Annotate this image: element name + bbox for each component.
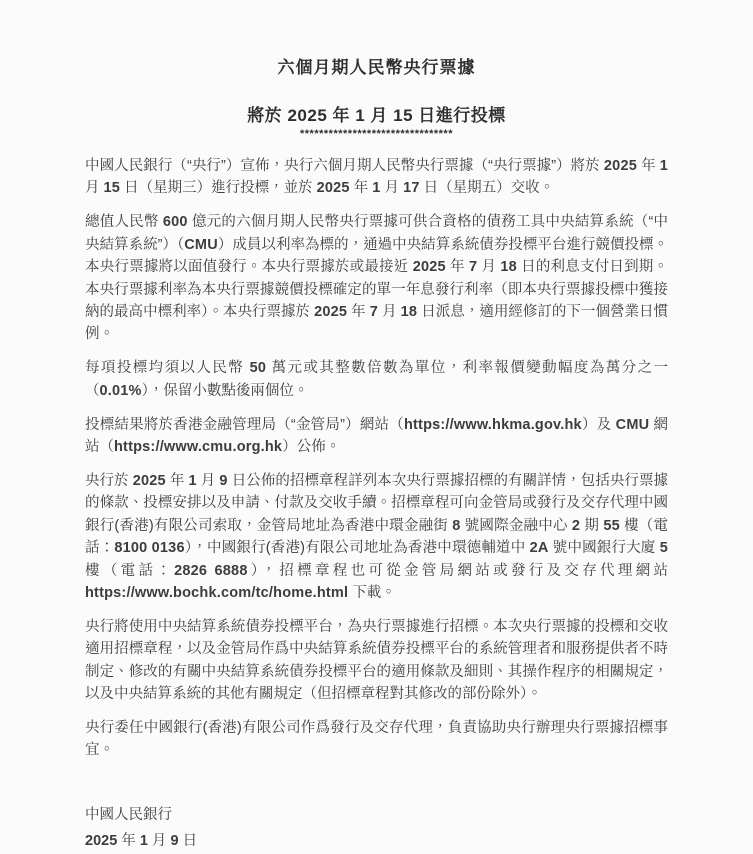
signature-date: 2025 年 1 月 9 日 xyxy=(85,832,198,849)
asterisk-divider: ******************************** xyxy=(300,128,453,140)
body-paragraph-bid-units: 每項投標均須以人民幣 50 萬元或其整數倍數為單位，利率報價變動幅度為萬分之一（0.01%），保留小數點後兩個位。 xyxy=(85,360,669,399)
document-subtitle: 將於 2025 年 1 月 15 日進行投標 xyxy=(247,106,506,125)
document-title: 六個月期人民幣央行票據 xyxy=(277,58,476,77)
signature-org: 中國人民銀行 xyxy=(85,806,172,823)
signature-block xyxy=(85,802,668,854)
document-body xyxy=(85,155,668,762)
body-paragraph-information-memorandum: 央行於 2025 年 1 月 9 日公佈的招標章程詳列本次央行票據招標的有關詳情，包括央行票據的條款、投標安排以及申請、付款及交收手續。招標章程可向金管局或發行及交存代理中國銀行(香港)有限公司索取，金管局地址為香港中環金融街 8 號國際金融中心 2 期 55 樓（電話：8100 0136），中國銀行(香港)有限公司地址為香港中環德輔道中 2A 號中國銀行大廈 5 樓（電話：2826 6888），招標章程也可從金管局網站或發行及交存代理網站 https://www.bochk.com/tc/home.html 下載。 xyxy=(85,472,669,601)
body-paragraph-cmu-platform-rules: 央行將使用中央結算系統債券投標平台，為央行票據進行招標。本次央行票據的投標和交收適用招標章程，以及金管局作爲中央結算系統債券投標平台的系統管理者和服務提供者不時制定、修改的有關中央結算系統債券投標平台的適用條款及細則、其操作程序的相關規定，以及中央結算系統的其他有關規定（但招標章程對其修改的部份除外）。 xyxy=(85,618,668,703)
body-paragraph-tender-details: 總值人民幣 600 億元的六個月期人民幣央行票據可供合資格的債務工具中央結算系統（“中央結算系統”）（CMU）成員以利率為標的，通過中央結算系統債券投標平台進行競價投標。本央行票據將以面值發行。本央行票據於或最接近 2025 年 7 月 18 日的利息支付日到期。本央行票據利率為本央行票據競價投標確定的單一年息發行利率（即本央行票據投標中獲接納的最高中標利率）。本央行票據於 2025 年 7 月 18 日派息，適用經修訂的下一個營業日慣例。 xyxy=(85,214,669,343)
body-paragraph-results-websites: 投標結果將於香港金融管理局（“金管局”）網站（https://www.hkma.gov.hk）及 CMU 網站（https://www.cmu.org.hk）公佈。 xyxy=(85,416,669,455)
body-paragraph-announcement: 中國人民銀行（“央行”）宣佈，央行六個月期人民幣央行票據（“央行票據”）將於 2025 年 1 月 15 日（星期三）進行投標，並於 2025 年 1 月 17 日（星期五）交收。 xyxy=(85,158,669,197)
body-paragraph-appointed-agent: 央行委任中國銀行(香港)有限公司作爲發行及交存代理，負責協助央行辦理央行票據招標事宜。 xyxy=(85,719,668,759)
